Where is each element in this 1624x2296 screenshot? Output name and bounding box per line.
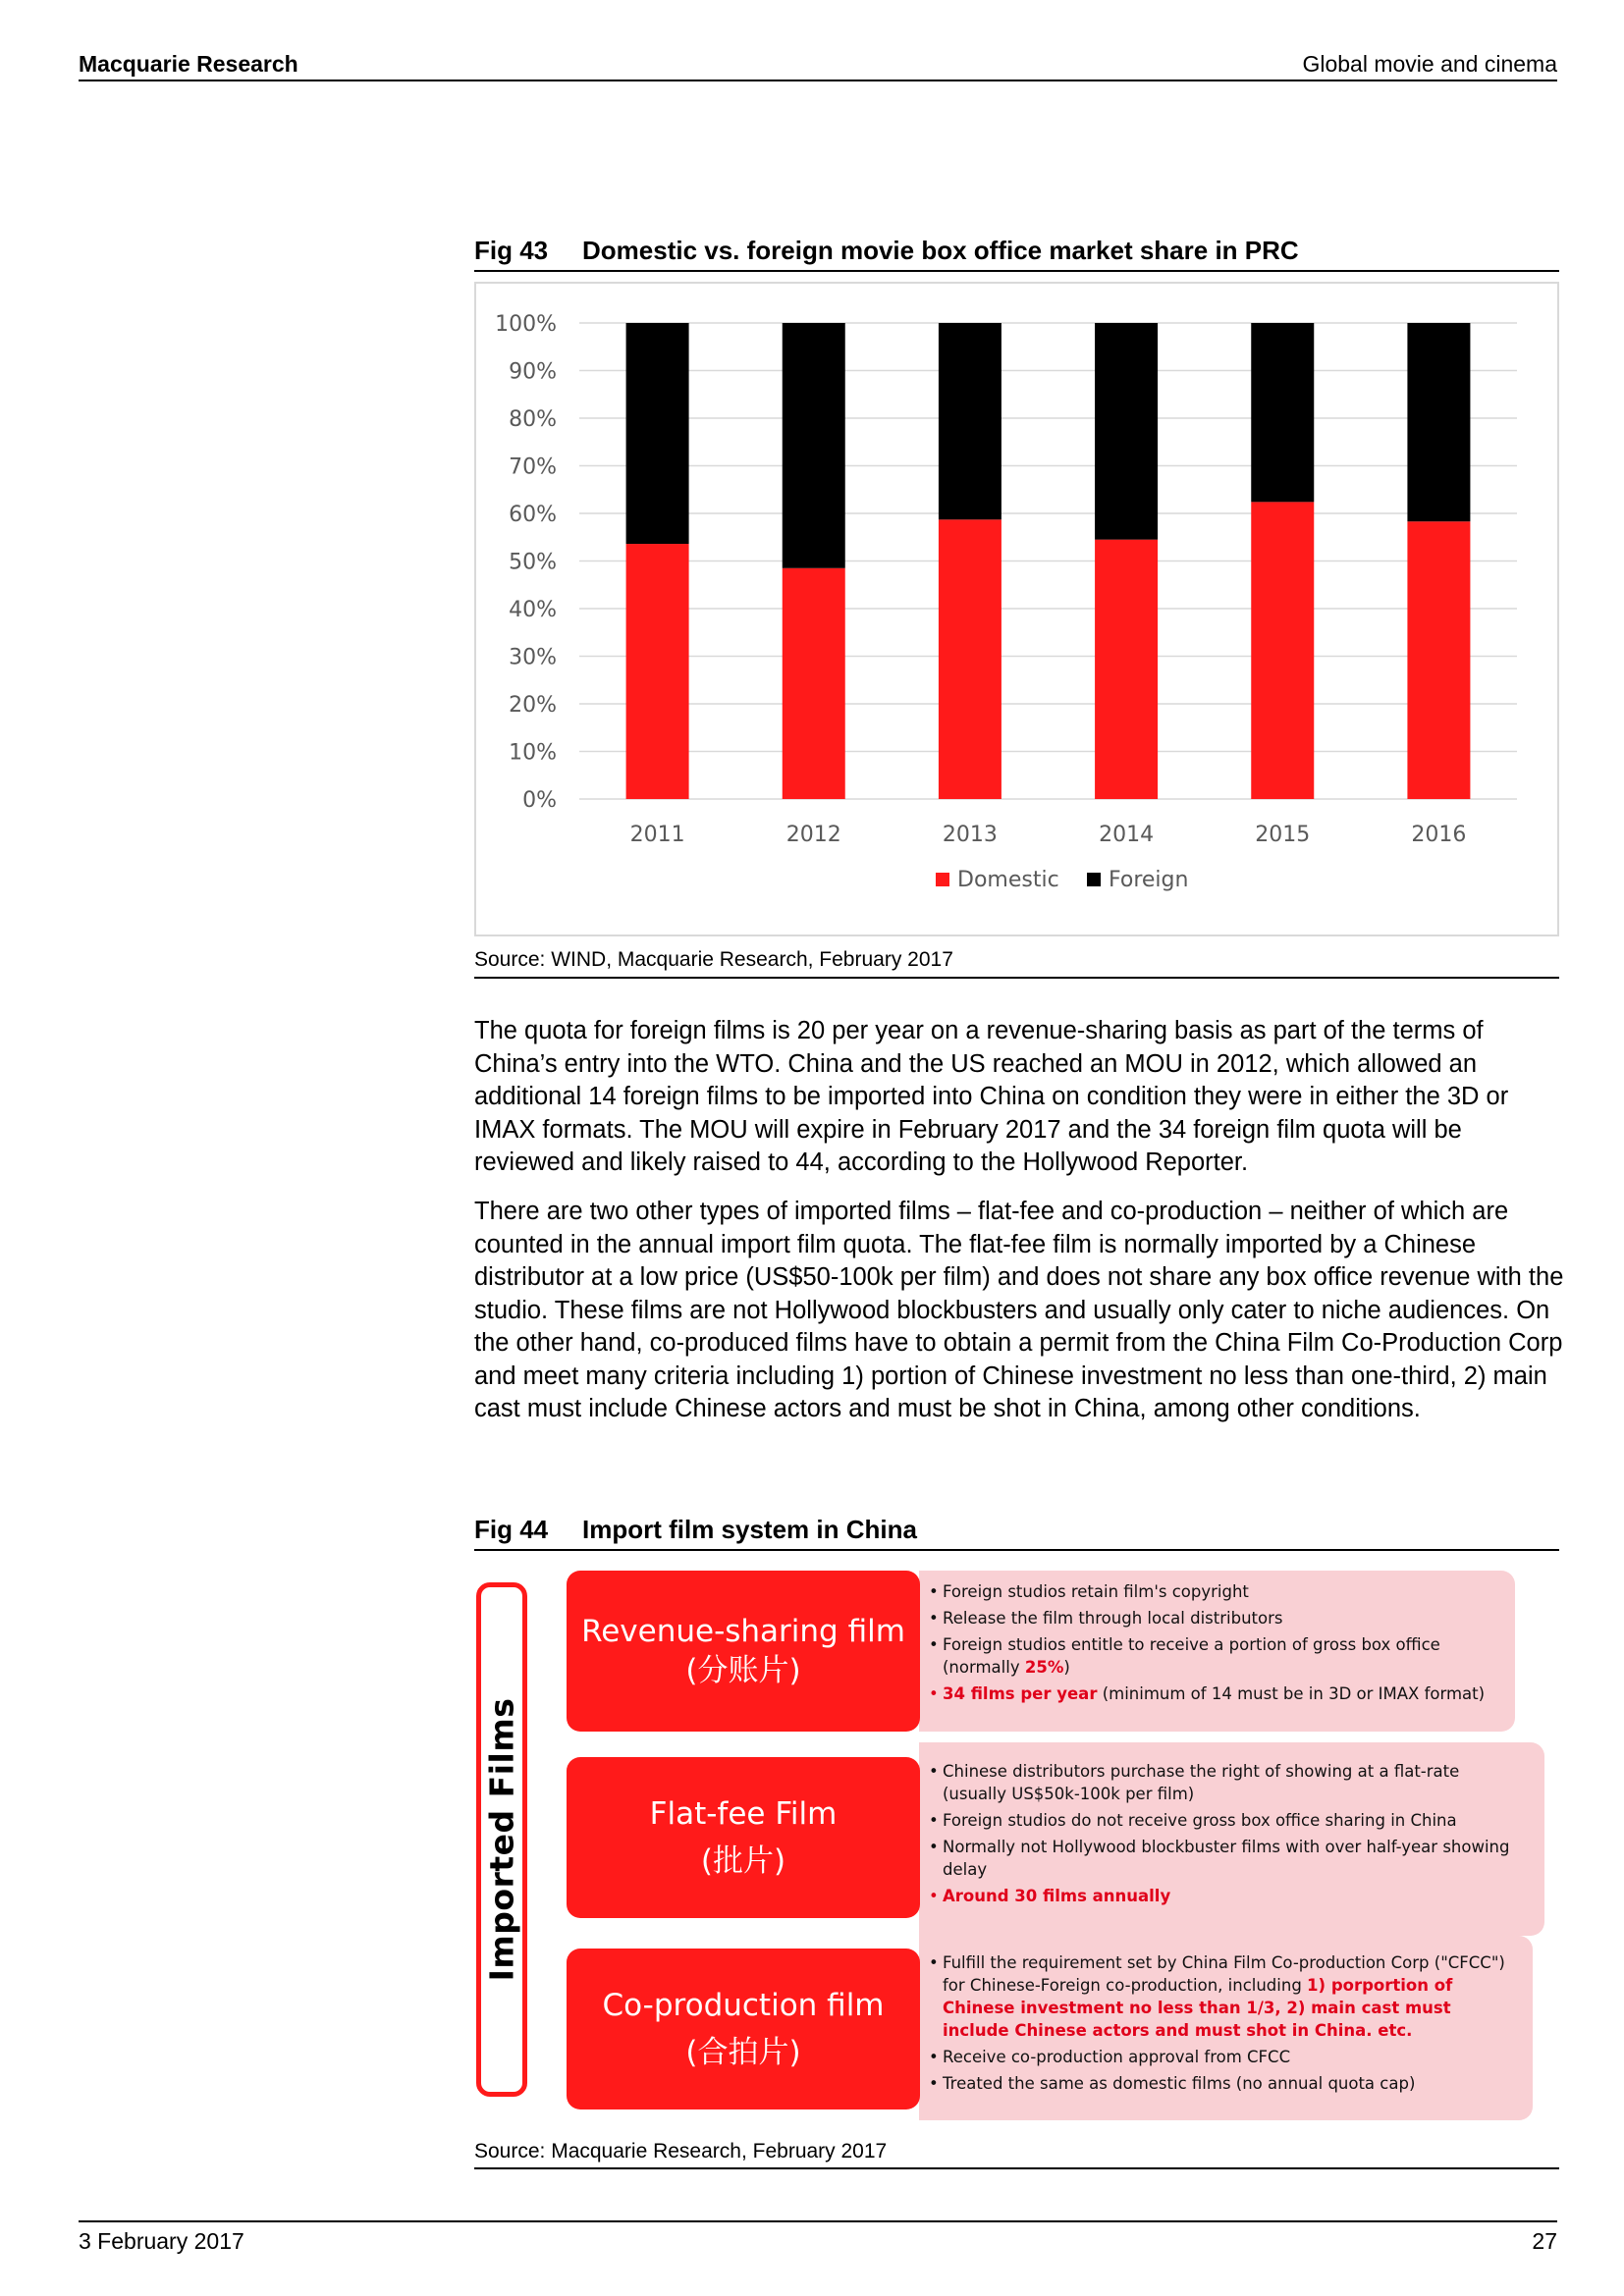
fig43-chart <box>474 282 1559 936</box>
flatfee-bullet-purchase: • Chinese distributors purchase the right of showing at a flat-rate (usually US$50k-100k per film) <box>927 1760 1527 1805</box>
co-production-film-box <box>567 1949 920 2109</box>
revenue-bullet-distributors: • Release the film through local distributors <box>927 1607 1497 1629</box>
fig43-title-text: Domestic vs. foreign movie box office market share in PRC <box>582 236 1299 265</box>
co-production-chinese: (合拍片) <box>685 2035 801 2070</box>
coprod-bullet-requirement: • Fulfill the requirement set by China Film Co-production Corp ("CFCC") for Chinese-Foreign co-production, including 1) porportion of Chinese investment no less than 1/3, 2) main cast must include Chinese actors and must shot in China. etc. <box>927 1951 1515 2042</box>
import-film-diagram <box>474 1571 1564 2130</box>
legend-label-domestic: Domestic <box>957 868 1059 892</box>
flat-fee-details <box>919 1742 1544 1936</box>
coprod-bullet-treated-domestic: • Treated the same as domestic films (no annual quota cap) <box>927 2072 1515 2095</box>
revenue-sharing-title: Revenue-sharing film <box>581 1614 905 1649</box>
footer-page-number: 27 <box>1532 2228 1557 2254</box>
footer-date: 3 February 2017 <box>79 2228 244 2254</box>
y-tick-label: 50% <box>509 550 557 575</box>
x-tick-label: 2015 <box>1255 823 1311 847</box>
fig44-number: Fig 44 <box>474 1515 549 1544</box>
x-tick-label: 2011 <box>629 823 685 847</box>
y-tick-label: 40% <box>509 598 557 622</box>
fig44-bottom-rule <box>474 2167 1559 2169</box>
legend-label-foreign: Foreign <box>1109 868 1189 892</box>
revenue-sharing-chinese: (分账片) <box>685 1653 801 1688</box>
flat-fee-chinese: (批片) <box>700 1843 786 1879</box>
y-tick-label: 20% <box>509 693 557 718</box>
co-production-title: Co-production film <box>602 1988 885 2023</box>
imported-films-text: Imported Films <box>482 1697 521 1982</box>
fig43-title <box>474 236 1299 266</box>
chart-legend <box>936 868 1188 892</box>
x-tick-label: 2016 <box>1411 823 1467 847</box>
bar-domestic-2016 <box>1407 521 1470 799</box>
y-tick-label: 30% <box>509 645 557 670</box>
fig44-title <box>474 1515 917 1545</box>
x-tick-label: 2012 <box>785 823 841 847</box>
fig44-source: Source: Macquarie Research, February 2017 <box>474 2140 888 2163</box>
y-tick-label: 60% <box>509 503 557 527</box>
revenue-sharing-details <box>919 1571 1515 1732</box>
bar-domestic-2011 <box>626 544 689 799</box>
revenue-share-highlight: 25% <box>1024 1658 1064 1677</box>
bar-foreign-2013 <box>939 323 1001 519</box>
fig43-bottom-rule <box>474 977 1559 979</box>
fig44-title-rule <box>474 1549 1559 1551</box>
fig43-title-rule <box>474 270 1559 272</box>
y-tick-label: 90% <box>509 359 557 385</box>
revenue-bullet-quota: • 34 films per year (minimum of 14 must be in 3D or IMAX format) <box>927 1682 1497 1705</box>
body-paragraph-film-types: There are two other types of imported films – flat-fee and co-production – neither of which are counted in the annual import film quota. The flat-fee film is normally imported by a Chinese distributor at a low price (US$50-100k per film) and does not share any box office revenue with the studio. These films are not Hollywood blockbusters and usually only cater to niche audiences. On the other hand, co-produced films have to obtain a permit from the China Film Co-Production Corp and meet many criteria including 1) portion of Chinese investment no less than one-third, 2) main cast must include Chinese actors and must be shot in China, among other conditions. <box>474 1198 1564 1422</box>
revenue-quota-highlight: 34 films per year <box>943 1684 1098 1703</box>
x-tick-label: 2013 <box>942 823 998 847</box>
flatfee-bullet-count <box>927 1885 1527 1907</box>
legend-swatch-domestic <box>936 873 949 886</box>
bar-foreign-2016 <box>1407 323 1470 521</box>
fig43-source: Source: WIND, Macquarie Research, February 2017 <box>474 948 953 971</box>
revenue-bullet-copyright: • Foreign studios retain film's copyright <box>927 1580 1497 1603</box>
bar-domestic-2012 <box>783 568 845 799</box>
y-tick-label: 10% <box>509 740 557 766</box>
y-tick-label: 100% <box>495 312 557 337</box>
revenue-sharing-film-box <box>567 1571 920 1732</box>
y-tick-label: 0% <box>522 788 557 813</box>
body-paragraph-quota: The quota for foreign films is 20 per year on a revenue-sharing basis as part of the terms of China’s entry into the WTO. China and the US reached an MOU in 2012, which allowed an additional 14 foreign films to be imported into China on condition they were in either the 3D or IMAX formats. The MOU will expire in February 2017 and the 34 foreign film quota will be reviewed and likely raised to 44, according to the Hollywood Reporter. <box>474 1017 1509 1176</box>
fig43-number: Fig 43 <box>474 236 549 265</box>
flatfee-bullet-no-sharing: • Foreign studios do not receive gross box office sharing in China <box>927 1809 1527 1832</box>
bar-foreign-2014 <box>1095 323 1158 540</box>
fig44-title-text: Import film system in China <box>582 1515 917 1544</box>
bar-domestic-2013 <box>939 519 1001 799</box>
y-tick-label: 70% <box>509 454 557 480</box>
revenue-bullet-gross-share: • Foreign studios entitle to receive a portion of gross box office (normally 25%) <box>927 1633 1497 1679</box>
coprod-bullet-approval: • Receive co-production approval from CFCC <box>927 2046 1515 2068</box>
flat-fee-title: Flat-fee Film <box>649 1796 838 1832</box>
bar-foreign-2015 <box>1251 323 1314 502</box>
flatfee-count-highlight: Around 30 films annually <box>943 1887 1171 1905</box>
imported-films-side-label <box>476 1582 527 2097</box>
legend-swatch-foreign <box>1087 873 1101 886</box>
bar-foreign-2011 <box>626 323 689 544</box>
co-production-details <box>919 1936 1533 2120</box>
coprod-requirement-highlight: 1) porportion of Chinese investment no less than 1/3, 2) main cast must include Chinese actors and must shot in China. etc. <box>943 1976 1453 2040</box>
flatfee-bullet-not-blockbuster: • Normally not Hollywood blockbuster films with over half-year showing delay <box>927 1836 1527 1881</box>
bar-domestic-2014 <box>1095 540 1158 799</box>
header-brand: Macquarie Research <box>79 51 298 77</box>
footer-rule <box>79 2220 1557 2222</box>
fig43-chart-svg <box>476 284 1557 934</box>
y-tick-label: 80% <box>509 407 557 432</box>
x-tick-label: 2014 <box>1099 823 1155 847</box>
bar-foreign-2012 <box>783 323 845 568</box>
bar-domestic-2015 <box>1251 502 1314 799</box>
header-report-title: Global movie and cinema <box>1302 51 1557 77</box>
flat-fee-film-box <box>567 1757 920 1918</box>
header-rule <box>79 80 1557 81</box>
